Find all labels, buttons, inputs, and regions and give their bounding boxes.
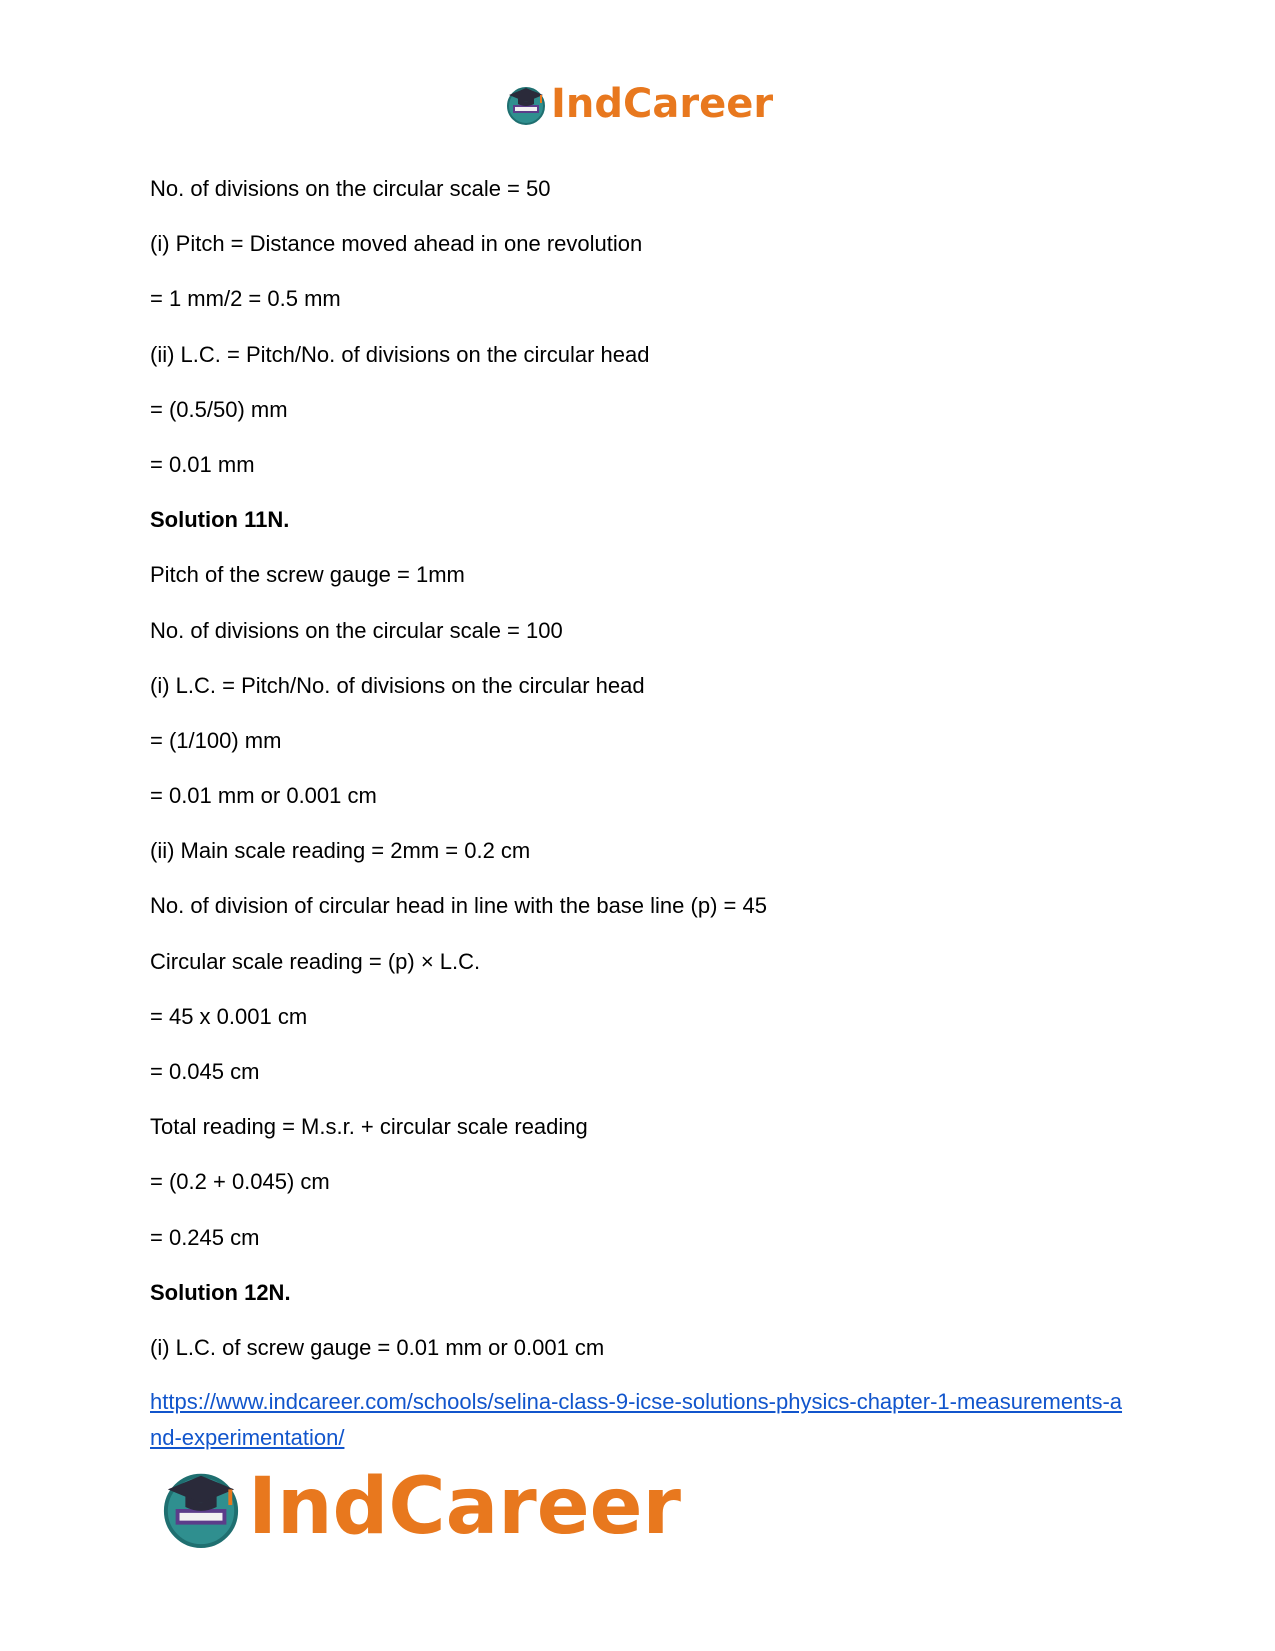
text-line: No. of divisions on the circular scale = 50 — [150, 176, 551, 201]
text-line: No. of division of circular head in line with the base line (p) = 45 — [150, 893, 767, 919]
header-logo — [505, 80, 773, 128]
text-line: = (1/100) mm — [150, 727, 282, 753]
document-body — [150, 176, 1140, 1390]
source-link[interactable]: https://www.indcareer.com/schools/selina-class-9-icse-solutions-physics-chapter-1-measurements-and-experimentation/ — [150, 1389, 1123, 1450]
text-line: = (0.5/50) mm — [150, 396, 288, 422]
text-line: = 0.01 mm — [150, 451, 255, 477]
text-line: No. of divisions on the circular scale = 100 — [150, 617, 563, 643]
text-line: Pitch of the screw gauge = 1mm — [150, 562, 465, 588]
text-line: Circular scale reading = (p) × L.C. — [150, 948, 481, 974]
text-line: (ii) L.C. = Pitch/No. of divisions on the circular head — [150, 341, 650, 367]
graduation-globe-icon — [160, 1466, 242, 1548]
text-line: = 0.245 cm — [150, 1224, 260, 1250]
footer-logo — [160, 1462, 681, 1552]
text-line: (i) Pitch = Distance moved ahead in one revolution — [150, 231, 643, 257]
solution-heading: Solution 12N. — [150, 1279, 291, 1305]
solution-heading: Solution 11N. — [150, 507, 290, 533]
text-line: Total reading = M.s.r. + circular scale reading — [150, 1114, 588, 1140]
text-line: = 1 mm/2 = 0.5 mm — [150, 286, 341, 312]
text-line: = 0.01 mm or 0.001 cm — [150, 783, 377, 809]
logo-wordmark: IndCareer — [248, 1462, 681, 1552]
text-line: (i) L.C. = Pitch/No. of divisions on the circular head — [150, 672, 645, 698]
text-line: (i) L.C. of screw gauge = 0.01 mm or 0.001 cm — [150, 1334, 605, 1360]
text-line: (ii) Main scale reading = 2mm = 0.2 cm — [150, 838, 531, 864]
text-line: = 45 x 0.001 cm — [150, 1003, 308, 1029]
text-line: = (0.2 + 0.045) cm — [150, 1169, 330, 1195]
logo-wordmark: IndCareer — [551, 81, 774, 127]
graduation-globe-icon — [505, 83, 547, 125]
text-line: = 0.045 cm — [150, 1059, 260, 1084]
